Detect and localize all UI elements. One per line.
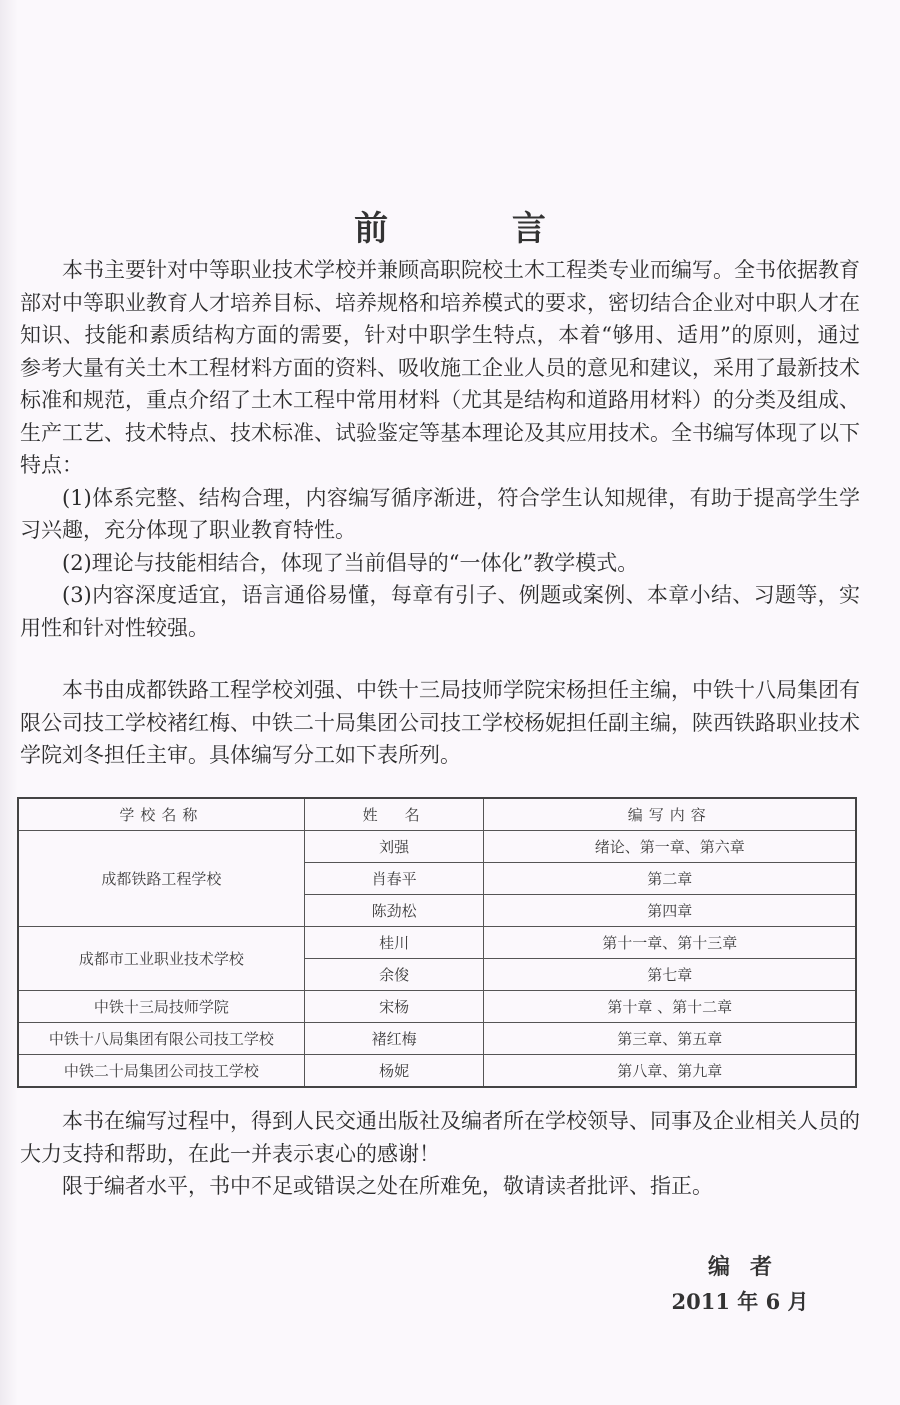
- table-row: [18, 1023, 856, 1055]
- school-cell: 中铁十三局技师学院: [18, 991, 304, 1023]
- signature-author: 编者: [707, 1254, 792, 1280]
- acknowledgement-paragraph: 本书在编写过程中，得到人民交通出版社及编者所在学校领导、同事及企业相关人员的大力支持和帮助，在此一并表示衷心的感谢！: [20, 1109, 860, 1166]
- school-cell: 成都铁路工程学校: [18, 831, 304, 927]
- header-content: 编写内容: [484, 798, 856, 831]
- feature-item-1: (1)体系完整、结构合理，内容编写循序渐进，符合学生认知规律，有助于提高学生学习兴趣，充分体现了职业教育特性。: [20, 485, 860, 542]
- feature-item-2: (2)理论与技能相结合，体现了当前倡导的“一体化”教学模式。: [62, 550, 639, 575]
- table-row: [18, 927, 856, 959]
- table-row: [18, 991, 856, 1023]
- author-cell: 宋杨: [304, 991, 484, 1023]
- content-cell: 第十章 、第十二章: [484, 991, 856, 1023]
- editors-section: [20, 674, 860, 772]
- content-cell: 第十一章、第十三章: [484, 927, 856, 959]
- signature-date: 2011 年 6 月: [671, 1289, 809, 1314]
- author-cell: 陈劲松: [304, 895, 484, 927]
- table-row: [18, 831, 856, 863]
- author-cell: 桂川: [304, 927, 484, 959]
- closing-section: [20, 1105, 860, 1203]
- school-cell: 中铁十八局集团有限公司技工学校: [18, 1023, 304, 1055]
- table-row: [18, 1055, 856, 1088]
- content-cell: 第八章、第九章: [484, 1055, 856, 1088]
- header-name: 姓 名: [304, 798, 484, 831]
- author-cell: 褚红梅: [304, 1023, 484, 1055]
- authorship-table: [17, 797, 857, 1088]
- page-title: 前 言: [354, 208, 602, 249]
- content-cell: 第四章: [484, 895, 856, 927]
- disclaimer-paragraph: 限于编者水平，书中不足或错误之处在所难免，敬请读者批评、指正。: [62, 1174, 713, 1198]
- author-cell: 余俊: [304, 959, 484, 991]
- content-cell: 第七章: [484, 959, 856, 991]
- header-school: 学校名称: [18, 798, 304, 831]
- author-cell: 肖春平: [304, 863, 484, 895]
- school-cell: 成都市工业职业技术学校: [18, 927, 304, 991]
- content-cell: 绪论、第一章、第六章: [484, 831, 856, 863]
- content-cell: 第三章、第五章: [484, 1023, 856, 1055]
- content-cell: 第二章: [484, 863, 856, 895]
- author-cell: 刘强: [304, 831, 484, 863]
- school-cell: 中铁二十局集团公司技工学校: [18, 1055, 304, 1088]
- editors-paragraph: 本书由成都铁路工程学校刘强、中铁十三局技师学院宋杨担任主编，中铁十八局集团有限公司技工学校褚红梅、中铁二十局集团公司技工学校杨妮担任副主编，陕西铁路职业技术学院刘冬担任主审。具体编写分工如下表所列。: [20, 678, 860, 767]
- author-cell: 杨妮: [304, 1055, 484, 1088]
- intro-section: [20, 254, 860, 644]
- intro-paragraph: 本书主要针对中等职业技术学校并兼顾高职院校土木工程类专业而编写。全书依据教育部对中等职业教育人才培养目标、培养规格和培养模式的要求，密切结合企业对中职人才在知识、技能和素质结构方面的需要，针对中职学生特点，本着“够用、适用”的原则，通过参考大量有关土木工程材料方面的资料、吸收施工企业人员的意见和建议，采用了最新技术标准和规范，重点介绍了土木工程中常用材料（尤其是结构和道路用材料）的分类及组成、生产工艺、技术特点、技术标准、试验鉴定等基本理论及其应用技术。全书编写体现了以下特点：: [20, 258, 860, 477]
- feature-item-3: (3)内容深度适宜，语言通俗易懂，每章有引子、例题或案例、本章小结、习题等，实用性和针对性较强。: [20, 583, 860, 640]
- table-header-row: [18, 798, 856, 831]
